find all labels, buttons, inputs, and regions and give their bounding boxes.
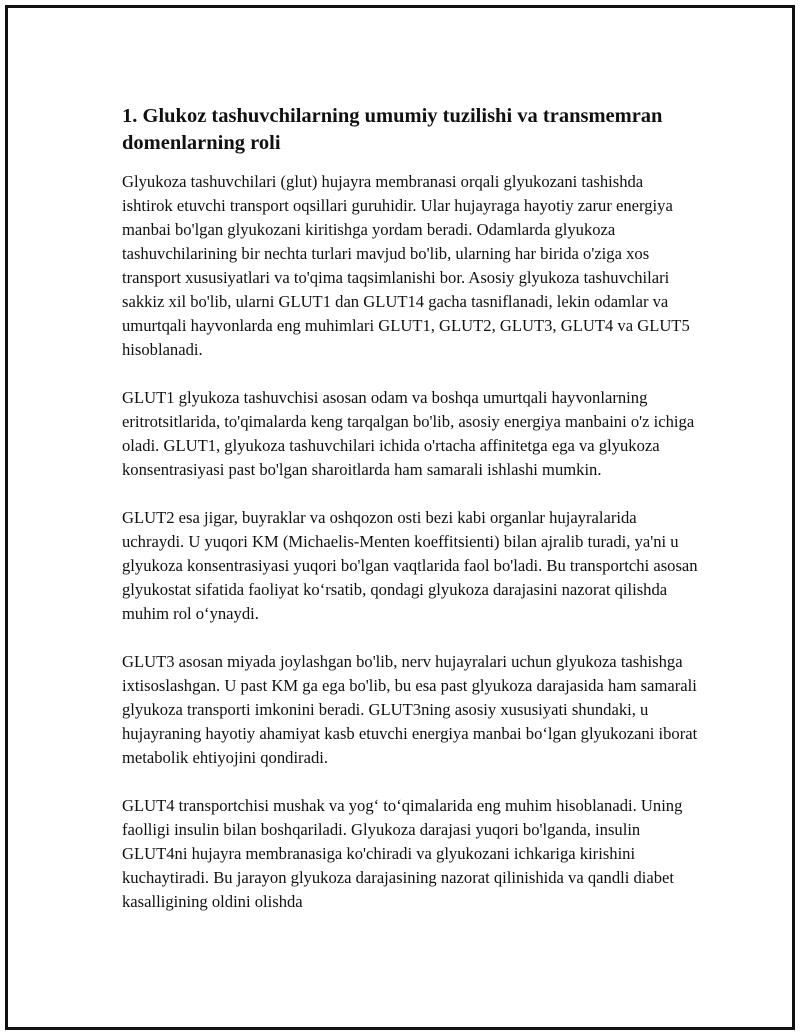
paragraph-glut3: GLUT3 asosan miyada joylashgan bo'lib, nerv hujayralari uchun glyukoza tashishga ixtisoslashgan. U past KM ga ega bo'lib, bu esa past glyukoza darajasida ham samarali glyukoza transporti imkonini beradi. GLUT3ning asosiy xususiyati shundaki, u hujayraning hayotiy ahamiyat kasb etuvchi energiya manbai bo‘lgan glyukozani iborat metabolik ehtiyojini qondiradi.: [122, 652, 698, 767]
document-body: [122, 103, 698, 914]
page-frame: [5, 5, 795, 1030]
paragraph-glut1: GLUT1 glyukoza tashuvchisi asosan odam va boshqa umurtqali hayvonlarning eritrotsitlarida, to'qimalarda keng tarqalgan bo'lib, asosiy energiya manbaini o'z ichiga oladi. GLUT1, glyukoza tashuvchilari ichida o'rtacha affinitetga ega va glyukoza konsentrasiyasi past bo'lgan sharoitlarda ham samarali ishlashi mumkin.: [122, 388, 695, 479]
paragraph-glut4: GLUT4 transportchisi mushak va yog‘ to‘qimalarida eng muhim hisoblanadi. Uning faolligi insulin bilan boshqariladi. Glyukoza darajasi yuqori bo'lganda, insulin GLUT4ni hujayra membranasiga ko'chiradi va glyukozani ichkariga kirishini kuchaytiradi. Bu jarayon glyukoza darajasining nazorat qilinishida va qandli diabet kasalligining oldini olishda: [122, 796, 683, 911]
paragraph-glut2: GLUT2 esa jigar, buyraklar va oshqozon osti bezi kabi organlar hujayralarida uchraydi. U yuqori KM (Michaelis-Menten koeffitsienti) bilan ajralib turadi, ya'ni u glyukoza konsentrasiyasi yuqori bo'lgan vaqtlarida faol bo'ladi. Bu transportchi asosan glyukostat sifatida faoliyat ko‘rsatib, qondagi glyukoza darajasini nazorat qilishda muhim rol o‘ynaydi.: [122, 508, 698, 623]
paragraph-intro: Glyukoza tashuvchilari (glut) hujayra membranasi orqali glyukozani tashishda ishtirok etuvchi transport oqsillari guruhidir. Ular hujayraga hayotiy zarur energiya manbai bo'lgan glyukozani kiritishga yordam beradi. Odamlarda glyukoza tashuvchilarining bir nechta turlari mavjud bo'lib, ularning har birida o'ziga xos transport xususiyatlari va to'qima taqsimlanishi bor. Asosiy glyukoza tashuvchilari sakkiz xil bo'lib, ularni GLUT1 dan GLUT14 gacha tasniflanadi, lekin odamlar va umurtqali hayvonlarda eng muhimlari GLUT1, GLUT2, GLUT3, GLUT4 va GLUT5 hisoblanadi.: [122, 172, 690, 359]
section-title: 1. Glukoz tashuvchilarning umumiy tuzilishi va transmemran domenlarning roli: [122, 105, 663, 154]
